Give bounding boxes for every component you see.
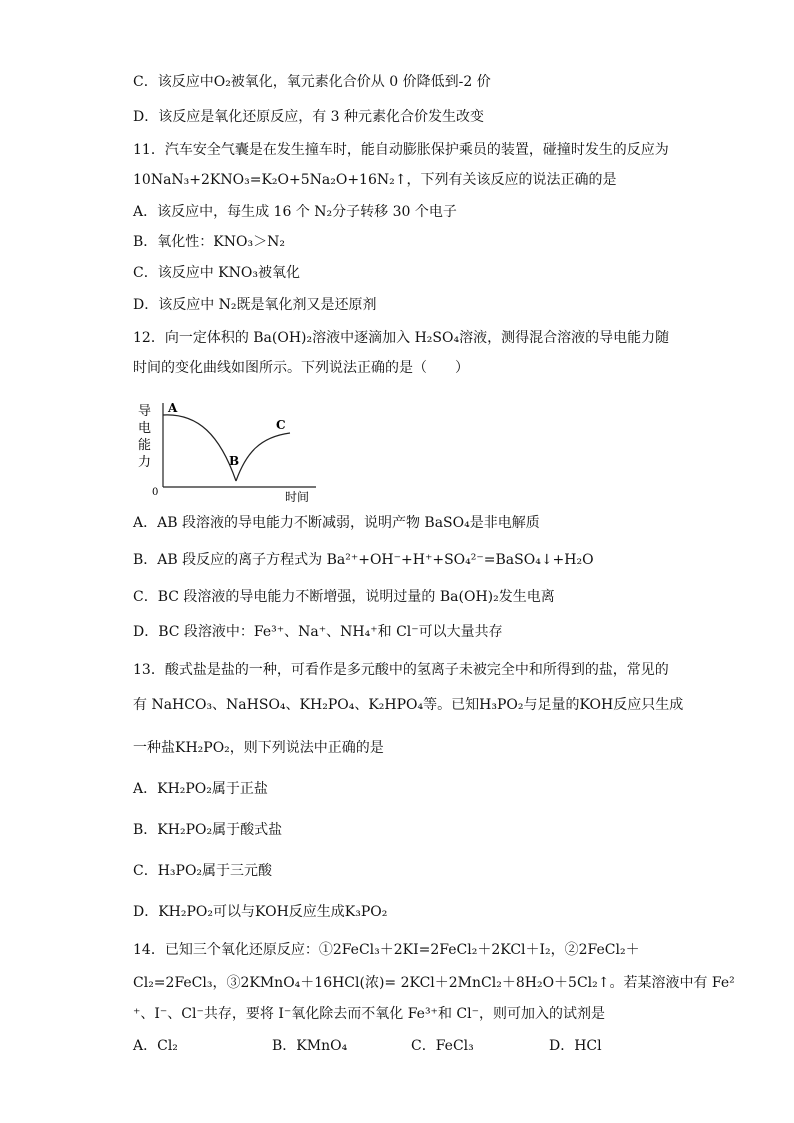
q13-stem-line2: 有 NaHCO₃、NaHSO₄、KH₂PO₄、K₂HPO₄等。已知H₃PO₂与足量的KOH反应只生成 xyxy=(133,697,684,713)
q12-option-a: A．AB 段溶液的导电能力不断减弱，说明产物 BaSO₄是非电解质 xyxy=(133,515,540,531)
q13-option-d: D．KH₂PO₂可以与KOH反应生成K₃PO₂ xyxy=(133,904,388,920)
q14-option-b: B．KMnO₄ xyxy=(272,1038,348,1054)
point-c-label: C xyxy=(276,418,286,432)
q14-stem-line1: 14．已知三个氧化还原反应：①2FeCl₃＋2KI=2FeCl₂＋2KCl＋I₂，②2FeCl₂＋ xyxy=(133,942,640,958)
q12-stem-line1: 12．向一定体积的 Ba(OH)₂溶液中逐滴加入 H₂SO₄溶液，测得混合溶液的导电能力随 xyxy=(133,330,670,346)
q14-option-c: C．FeCl₃ xyxy=(411,1038,474,1054)
q11-option-a: A．该反应中，每生成 16 个 N₂分子转移 30 个电子 xyxy=(133,204,457,220)
q13-option-b: B．KH₂PO₂属于酸式盐 xyxy=(133,822,283,838)
q11-option-c: C．该反应中 KNO₃被氧化 xyxy=(133,265,300,281)
q13-stem-line1: 13．酸式盐是盐的一种，可看作是多元酸中的氢离子未被完全中和所得到的盐，常见的 xyxy=(133,662,669,678)
point-b-label: B xyxy=(229,454,240,468)
q14-stem-line2: Cl₂=2FeCl₃，③2KMnO₄＋16HCl(浓)= 2KCl＋2MnCl₂＋8H₂O＋5Cl₂↑。若某溶液中有 Fe² xyxy=(133,975,735,991)
curve-ab xyxy=(163,415,236,481)
q11-option-d: D．该反应中 N₂既是氧化剂又是还原剂 xyxy=(133,297,377,313)
q13-option-a: A．KH₂PO₂属于正盐 xyxy=(133,781,268,797)
q12-option-d: D．BC 段溶液中：Fe³⁺、Na⁺、NH₄⁺和 Cl⁻可以大量共存 xyxy=(133,624,503,640)
conductivity-time-graph xyxy=(128,395,328,507)
q10-option-d: D．该反应是氧化还原反应，有 3 种元素化合价发生改变 xyxy=(133,109,485,125)
q11-option-b: B．氧化性：KNO₃＞N₂ xyxy=(133,234,285,250)
q14-option-a: A．Cl₂ xyxy=(133,1038,178,1054)
q13-option-c: C．H₃PO₂属于三元酸 xyxy=(133,863,273,879)
curve-bc xyxy=(236,433,290,481)
origin-label: 0 xyxy=(152,487,159,498)
q12-option-c: C．BC 段溶液的导电能力不断增强，说明过量的 Ba(OH)₂发生电离 xyxy=(133,589,555,605)
q10-option-c: C．该反应中O₂被氧化，氧元素化合价从 0 价降低到-2 价 xyxy=(133,74,491,90)
y-label-char-4: 力 xyxy=(138,455,152,470)
point-a-label: A xyxy=(168,401,178,415)
y-label-char-1: 导 xyxy=(138,404,152,419)
q12-option-b: B．AB 段反应的离子方程式为 Ba²⁺+OH⁻+H⁺+SO₄²⁻=BaSO₄↓+H₂O xyxy=(133,552,594,568)
q11-stem-line1: 11．汽车安全气囊是在发生撞车时，能自动膨胀保护乘员的装置，碰撞时发生的反应为 xyxy=(133,142,669,158)
q12-stem-line2: 时间的变化曲线如图所示。下列说法正确的是（ ） xyxy=(133,360,469,376)
y-label-char-2: 电 xyxy=(138,421,152,436)
q13-stem-line3: 一种盐KH₂PO₂，则下列说法中正确的是 xyxy=(133,740,384,756)
y-label-char-3: 能 xyxy=(138,438,152,453)
q11-stem-line2: 10NaN₃+2KNO₃=K₂O+5Na₂O+16N₂↑，下列有关该反应的说法正确的是 xyxy=(133,172,617,188)
x-axis-label: 时间 xyxy=(285,490,310,504)
q14-option-d: D．HCl xyxy=(549,1038,602,1054)
q14-stem-line3: ⁺、I⁻、Cl⁻共存，要将 I⁻氧化除去而不氧化 Fe³⁺和 Cl⁻，则可加入的试剂是 xyxy=(133,1006,605,1022)
